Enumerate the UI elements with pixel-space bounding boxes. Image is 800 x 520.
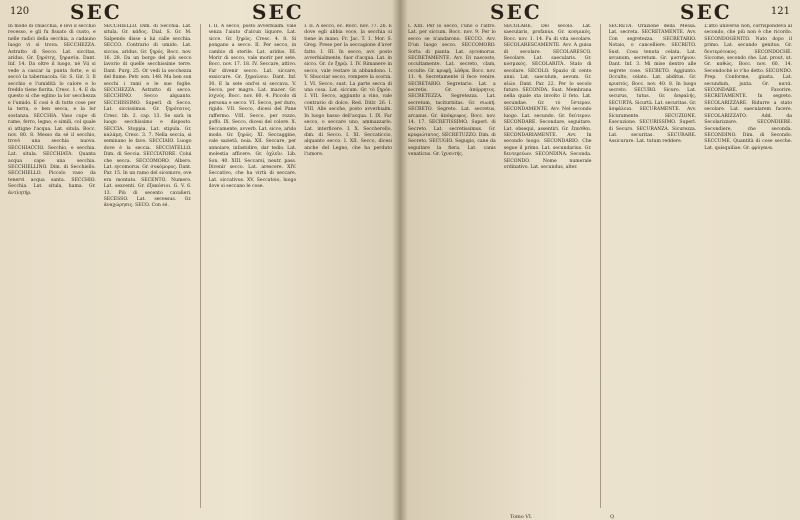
text-column: I. II. A secco, ec. Bocc. nov. 77. 26. E dove egli abbia voce, la secchia si tiene in mano. Fr. Jac. T. 1. Mor. S. Greg. Prese per la seccagione d'aver fatto. I. III. In secco, avv. posto avverbialmente, fuor d'acqua. Lat. in sicco. Gr. ἐν ξηρῷ. I. IV. Rimanere in secco, vale restare in abbandono. I. V. Sbucciar secco, rompere la scorza. I. VI. Secco, sust. La parte secca di una cosa. Lat. siccum. Gr. τὸ ξηρόν. I. VII. Secco, aggiunto a vino, vale contrario di dolce. Red. Ditir. 26. I. VIII. Alle secche, posto avverbialm. In luogo basso dell'acqua. I. IX. Far secco, o seccare uno, ammazzarlo. Lat. interficere. I. X. Seccherello, dim. di Secco. I. XI. Seccaticcio, alquanto secco. I. XII. Secco, dicesi anche del Legno, che ha perduto l'umore. <box>304 24 392 158</box>
text-column: SECOLARE. Del secolo. Lat. saecularis, profanus. Gr. κοσμικός. Bocc. nov. 1. 14. Fu di vita secolare. SECOLARESCAMENTE. Avv. A guisa di secolare. SECOLARESCO. Secolare. Lat. saecularis. Gr. κοσμικός. SECOLARITÀ. Stato di secolare. SECOLO. Spazio di cento anni. Lat. saeculum, aevum. Gr. αἰών. Dant. Par. 22. Per lo secolo futuro. SECONDA. Sust. Membrana nella quale sta involto il feto. Lat. secundae. Gr. τὸ ὕστερον. SECONDAMENTE. Avv. Nel secondo luogo. Lat. secundo. Gr. δεύτερον. SECONDARE. Secondare, seguitare. Lat. obsequi, assentiri. Gr. ἕπεσθαι. SECONDARIAMENTE. Avv. In secondo luogo. SECONDARIO. Che segue il primo. Lat. secundarius. Gr. δευτερεύων. SECONDINA. Seconda. SECONDO. Nome numerale ordinativo. Lat. secundus, alter. <box>503 24 592 170</box>
text-column: In modo di chiacchia, e levi il secchio recesso, e gli fu fissato di custo, e nelle radici della secchia, a cadauno luogo vi si trova. SECCHEZZA. Astratto di Secco. Lat. siccitas, aridus. Gr. ξηρότης, ξηρασία. Dant. Inf. 14. Da oltre il luogo, nè Vii si vede a cascar la punta forte, e si seccò la tabernacola. Gr. S. Gir. 3. Il secchio e l'umidità lo calore e lo freddo tiene fiorita. Cresc. 1. 4. E da questo si che eglino la lor secchezza e l'umido. E così è di tutte cose per la terra, e ben secca, e la lor sostanza. SECCHIA. Vaso cupo di rame, ferro, legno, e simili, col quale si attigne l'acqua. Lat. situla. Bocc. nov. 80. 8. Messo da sé il secchio, trovò una secchia nuova. SECCHIACCIO. Secchio, e secchia. Lat. situla. SECCHIATA. Quanta acqua cape una secchia. SECCHIELLINO. Dim. di Secchiello. SECCHIELLO. Piccolo vaso da tenervi acqua santa. SECCHIO. Secchia. Lat. situla, hama. Gr. ἀντλητήρ. <box>8 24 96 196</box>
text-column: SECCHIELLO. Dim. di Secchia. Lat. situla. Gr. κάδος. Dial. S. Gr. M. Salpendo disse a lui calle secchia. SECCO. Contrario di umido. Lat. siccus, aridus. Gr. ξηρός. Bocc. nov. 16. 28. Da un borgo del più secco lavorio di quelle secchissime terre. Dant. Purg. 25. Or vedi la secchezza del fiume. Petr. son. 148. Ma ben son secchi i rami e le sue foglie. SECCHEZZA. Astratto di secco. SECCHINO. Secco alquanto. SECCHISSIMO. Superl. di Secco. Lat. siccissimus. Gr. ξηρότατος. Cresc. lib. 2. cap. 13. Se sarà in luogo secchissimo e disposto. SECCIA. Stoppia. Lat. stipula. Gr. καλάμη. Cresc. 3. 7. Nella seccia, si seminano le fave. SECCIAIO. Luogo dove è la seccia. SECCIATELLO. Dim. di Seccia. SECCIATORE. Colui che secca. SECCOMORO. Albero. Lat. sycomorus. Gr. συκόμορος. Dant. Par. 15. In un ramo del sicomoro, ove era montato. SECENTO. Numero. Lat. sexcenti. Gr. ἑξακόσιοι. G. V. 6. 13. Più di secento cavalieri. SECESSO. Lat. secessus. Gr. ἀναχώρησις. SECO. Con sé. <box>103 24 192 209</box>
running-head-left: SEC <box>70 0 122 24</box>
book-gutter <box>392 0 408 520</box>
running-head-left: SEC <box>490 0 542 24</box>
text-column: I. II. A secco, posto avverbialm. vale senza l'aiuto d'alcun liquore. Lat. sicce. Gr. ξηρῶς. Cresc. 4. 8. Si pongano a secco. II. Per secco, in cambio di sterile. Lat. aridus. III. Morir di secco, vale morir per sete. Bocc. nov. 17. 18. IV. Seccare, attivo. Far divenir secco. Lat. siccare, exsiccare. Gr. ξηραίνειν. Dant. Inf. 30. E la sete ond'ei si seccava. V. Secco, per magro. Lat. macer. Gr. ἰσχνός. Bocc. nov. 60. 4. Piccolo di persona e secco. VI. Secco, per duro, rigido. VII. Secco, dicesi del Pane raffermo. VIII. Secco, per rozzo, goffo. IX. Secco, dicesi del colore. X. Seccamente, avverb. Lat. sicce, arido modo. Gr. ξηρῶς. XI. Seccaggine, vale sazietà, noia. XII. Seccare, per annoiare, infastidire, dar tedio. Lat. molestia afficere. Gr. ὀχλεῖν. Lib. Son. 40. XIII. Seccarsi, neutr. pass. Divenir secco. Lat. arescere. XIV. Seccativo, che ha virtù di seccare. Lat. siccativus. XV. Seccatoio, luogo dove si seccano le cose. <box>208 24 297 190</box>
right-page <box>400 0 800 520</box>
text-column: SECRETA. Orazione della Messa. Lat. secreta. SECRETAMENTE. Avv. Con segretezza. SECRETARIO. Notaio, o cancelliere. SECRETO. Sust. Cosa tenuta celata. Lat. arcanum, secretum. Gr. μυστήριον. Dant. Inf. 3. Mi mise dentro alle segrete cose. SECRETO. Aggiunto. Occulto, celato. Lat. abditus. Gr. κρυπτός. Bocc. nov. 40. 8. In luogo secreto. SECURO. Sicuro. Lat. securus, tutus. Gr. ἀσφαλής. SECURTÀ. Sicurtà. Lat. securitas. Gr. ἀσφάλεια. SECURAMENTE. Avv. Sicuramente. SECUZIONE. Esecuzione. SECURISSIMO. Superl. di Securo. SECURANZA. Sicurezza. Lat. securitas. SECURARE. Assicurare. Lat. tutum reddere. <box>608 24 697 145</box>
gathering-signature: Q <box>610 514 615 520</box>
running-head-right: SEC <box>680 0 732 24</box>
page-number: 121 <box>770 6 790 17</box>
column-divider <box>600 24 601 508</box>
left-page-columns <box>8 24 392 508</box>
running-head-right: SEC <box>252 0 304 24</box>
text-column: I. XIII. Per lo secco, l'uno o l'altro. Lat. per siccum. Bocc. nov. 9. Per lo secco se n'andarono. SECCO. Avv. D'un luogo secco. SECCOMORO. Sorta di pianta. Lat. sycomorus. SECRETAMENTE. Avv. Di nascosto, occultamente. Lat. secreto, clam, occulte. Gr. κρυφῇ, λάθρα. Bocc. nov. 11. 4. Secretamente il fece venire. SECRETARIO. Segretario. Lat. a secretis. Gr. ἀπόρρητος. SECRETEZZA. Segretezza. Lat. secretum, taciturnitas. Gr. σιωπή. SECRETO. Segreto. Lat. secretus, arcanus. Gr. ἀπόκρυφος. Bocc. nov. 14. 17. SECRETISSIMO. Superl. di Secreto. Lat. secretissimus. Gr. κρυφιώτατος. SECRETUZZO. Dim. di Secreto. SECUGIO. Segugio, cane da seguitare la fiera. Lat. canis venaticus. Gr. ἰχνευτής. <box>408 24 496 158</box>
volume-signature: Tomo VI. <box>510 514 533 520</box>
right-page-columns <box>408 24 792 508</box>
left-page-header <box>10 2 390 22</box>
text-column: L'atto universo non, corrispondeva al secondo, che più non è che ricordo. SECONDOGENITO. Nato dopo il primo. Lat. secundo genitus. Gr. δευτερότοκος. SECONDOCHÈ. Siccome, secondo che. Lat. prout, ut. Gr. καθώς. Bocc. nov. 60. 14. Secondochè io v'ho detto. SECONDO. Prep. Conforme, giusta. Lat. secundum, juxta. Gr. κατά. SECONDARE. Favorire. SECRETAMENTE. In segreto. SECOLARIZZARE. Ridurre a stato secolare. Lat. saecularem facere. SECOLARIZZATO. Add. da Secolarizzare. SECONDIERE. Secondiere, che seconda. SECONDINO. Dim. di Secondo. SECCUME. Quantità di cose secche. Lat. quisquiliae. Gr. φρύγανα. <box>704 24 792 151</box>
page-number: 120 <box>10 6 30 17</box>
column-divider <box>200 24 201 508</box>
right-page-header <box>410 2 790 22</box>
